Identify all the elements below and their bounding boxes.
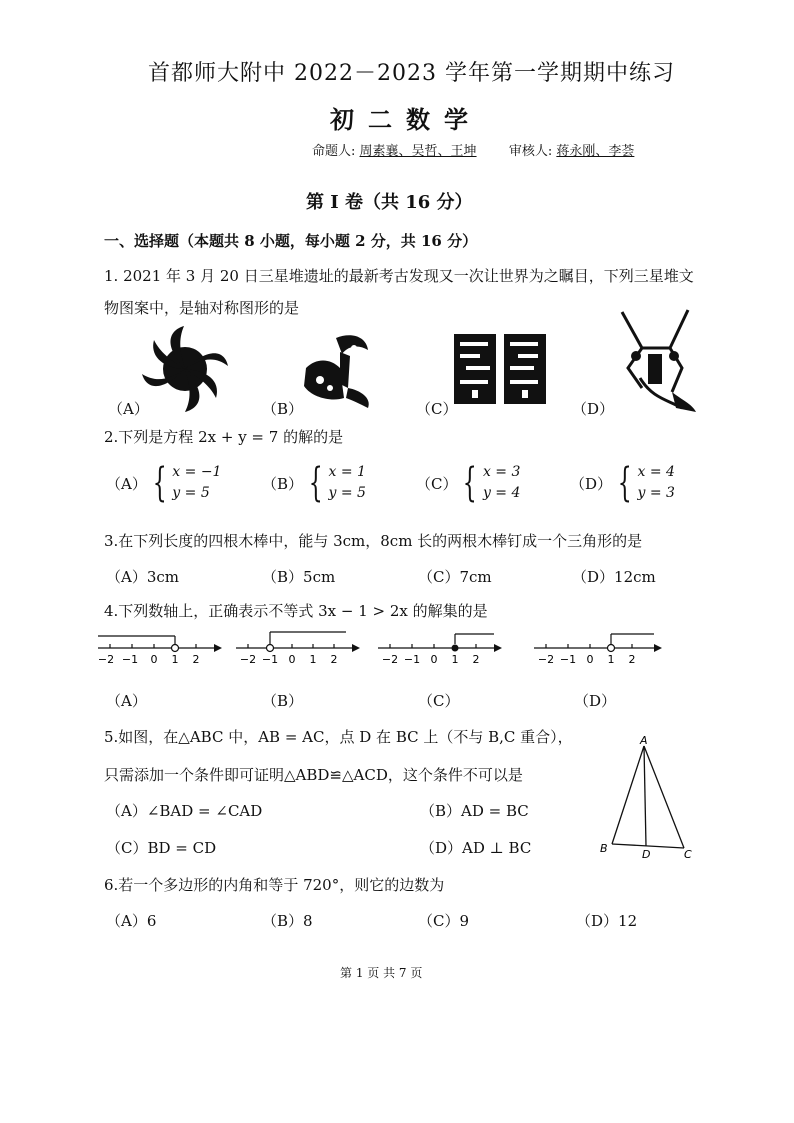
svg-text:−1: −1	[559, 653, 577, 666]
q2-option-b-x: x = 1	[328, 464, 366, 480]
brace-icon: {	[152, 460, 167, 506]
vertex-d-label: D	[642, 848, 651, 861]
svg-text:2: 2	[472, 653, 480, 666]
q2-option-c	[416, 462, 520, 504]
q4-number-line-b	[234, 626, 364, 666]
svg-text:1: 1	[309, 653, 317, 666]
brace-icon: {	[463, 460, 478, 506]
svg-text:−2: −2	[381, 653, 399, 666]
proposer-names: 周素襄、吴哲、王坤	[359, 144, 477, 159]
q6-option-d: （D）12	[576, 912, 638, 930]
q1-option-b: （B）	[262, 400, 304, 418]
q1-option-d: （D）	[572, 400, 615, 418]
svg-text:0: 0	[430, 653, 438, 666]
section-title: 第 I 卷（共 16 分）	[306, 192, 473, 213]
q4-number-line-a	[96, 626, 226, 666]
svg-text:1: 1	[607, 653, 615, 666]
svg-text:1: 1	[171, 653, 179, 666]
q4-option-b: （B）	[262, 692, 304, 710]
q6-option-a: （A）6	[106, 912, 157, 930]
q6-option-c: （C）9	[418, 912, 470, 930]
q3-option-d: （D）12cm	[572, 568, 656, 586]
q6-option-b: （B）8	[262, 912, 313, 930]
q3-option-c: （C）7cm	[418, 568, 492, 586]
q2-option-b-y: y = 5	[328, 485, 366, 501]
q4-option-d: （D）	[574, 692, 617, 710]
vertex-b-label: B	[600, 842, 608, 855]
svg-text:0: 0	[150, 653, 158, 666]
q5-option-a: （A）∠BAD = ∠CAD	[106, 802, 263, 820]
q4-text: 4.下列数轴上，正确表示不等式 3x − 1 > 2x 的解集的是	[104, 602, 488, 620]
q2-option-d-y: y = 3	[637, 485, 675, 501]
q4-option-c: （C）	[418, 692, 460, 710]
svg-text:2: 2	[330, 653, 338, 666]
q4-number-line-d	[532, 626, 666, 666]
q2-option-d-x: x = 4	[637, 464, 675, 480]
q2-option-c-x: x = 3	[482, 464, 521, 480]
q1-text-line2: 物图案中，是轴对称图形的是	[104, 299, 300, 317]
svg-text:0: 0	[586, 653, 594, 666]
svg-text:2: 2	[628, 653, 636, 666]
q3-option-a: （A）3cm	[106, 568, 180, 586]
q1-text-line1: 1. 2021 年 3 月 20 日三星堆遗址的最新考古发现又一次让世界为之瞩目，下列三星堆文	[104, 267, 694, 285]
q2-option-c-y: y = 4	[482, 485, 521, 501]
brace-icon: {	[308, 460, 323, 506]
vertex-a-label: A	[640, 734, 648, 747]
q5-option-c: （C）BD = CD	[106, 839, 217, 857]
svg-text:−1: −1	[121, 653, 139, 666]
q5-text-line2: 只需添加一个条件即可证明△ABD≌△ACD，这个条件不可以是	[104, 766, 523, 784]
q2-option-a-x: x = −1	[172, 464, 222, 480]
q5-text-line1: 5.如图，在△ABC 中，AB = AC，点 D 在 BC 上（不与 B,C 重合），	[104, 728, 573, 746]
q4-option-a: （A）	[106, 692, 147, 710]
q1-figure-c-pattern	[452, 330, 548, 408]
q4-number-line-c	[376, 626, 506, 666]
reviewer-label: 审核人:	[508, 144, 553, 159]
exam-title: 首都师大附中 2022－2023 学年第一学期期中练习	[148, 61, 675, 86]
proposer-label: 命题人:	[312, 144, 356, 159]
svg-text:−2: −2	[239, 653, 257, 666]
q1-figure-a-swirl	[140, 326, 230, 412]
svg-text:1: 1	[451, 653, 459, 666]
svg-text:0: 0	[288, 653, 296, 666]
q5-option-d: （D）AD ⊥ BC	[420, 839, 532, 857]
q2-option-b-label: （B）	[262, 474, 304, 493]
q6-text: 6.若一个多边形的内角和等于 720°，则它的边数为	[104, 876, 445, 894]
vertex-c-label: C	[684, 848, 692, 861]
q2-option-b	[262, 462, 366, 504]
svg-text:−2: −2	[97, 653, 115, 666]
q1-option-a: （A）	[108, 400, 149, 418]
q2-option-a-y: y = 5	[172, 485, 210, 501]
q2-text: 2.下列是方程 2x + y = 7 的解的是	[104, 428, 344, 446]
reviewer-names: 蒋永刚、李荟	[556, 144, 635, 159]
q1-figure-b-bird	[296, 328, 378, 412]
svg-text:−1: −1	[403, 653, 421, 666]
authors-line	[312, 140, 634, 159]
q5-triangle-figure	[596, 734, 700, 862]
q1-option-c: （C）	[416, 400, 458, 418]
part-title: 一、选择题（本题共 8 小题，每小题 2 分，共 16 分）	[104, 232, 478, 250]
subject-title: 初二数学	[330, 105, 482, 134]
svg-text:−2: −2	[537, 653, 555, 666]
q2-option-a-label: （A）	[106, 474, 147, 493]
q3-text: 3.在下列长度的四根木棒中，能与 3cm，8cm 长的两根木棒钉成一个三角形的是	[104, 532, 643, 550]
q2-option-d-label: （D）	[570, 474, 613, 493]
q3-option-b: （B）5cm	[262, 568, 336, 586]
q2-option-d	[570, 462, 675, 504]
svg-text:−1: −1	[261, 653, 279, 666]
brace-icon: {	[617, 460, 632, 506]
svg-text:2: 2	[192, 653, 200, 666]
q5-option-b: （B）AD = BC	[420, 802, 529, 820]
q1-figure-d-mask	[612, 308, 698, 414]
q2-option-a	[106, 462, 221, 504]
page-footer: 第 1 页 共 7 页	[340, 966, 423, 980]
q2-option-c-label: （C）	[416, 474, 458, 493]
